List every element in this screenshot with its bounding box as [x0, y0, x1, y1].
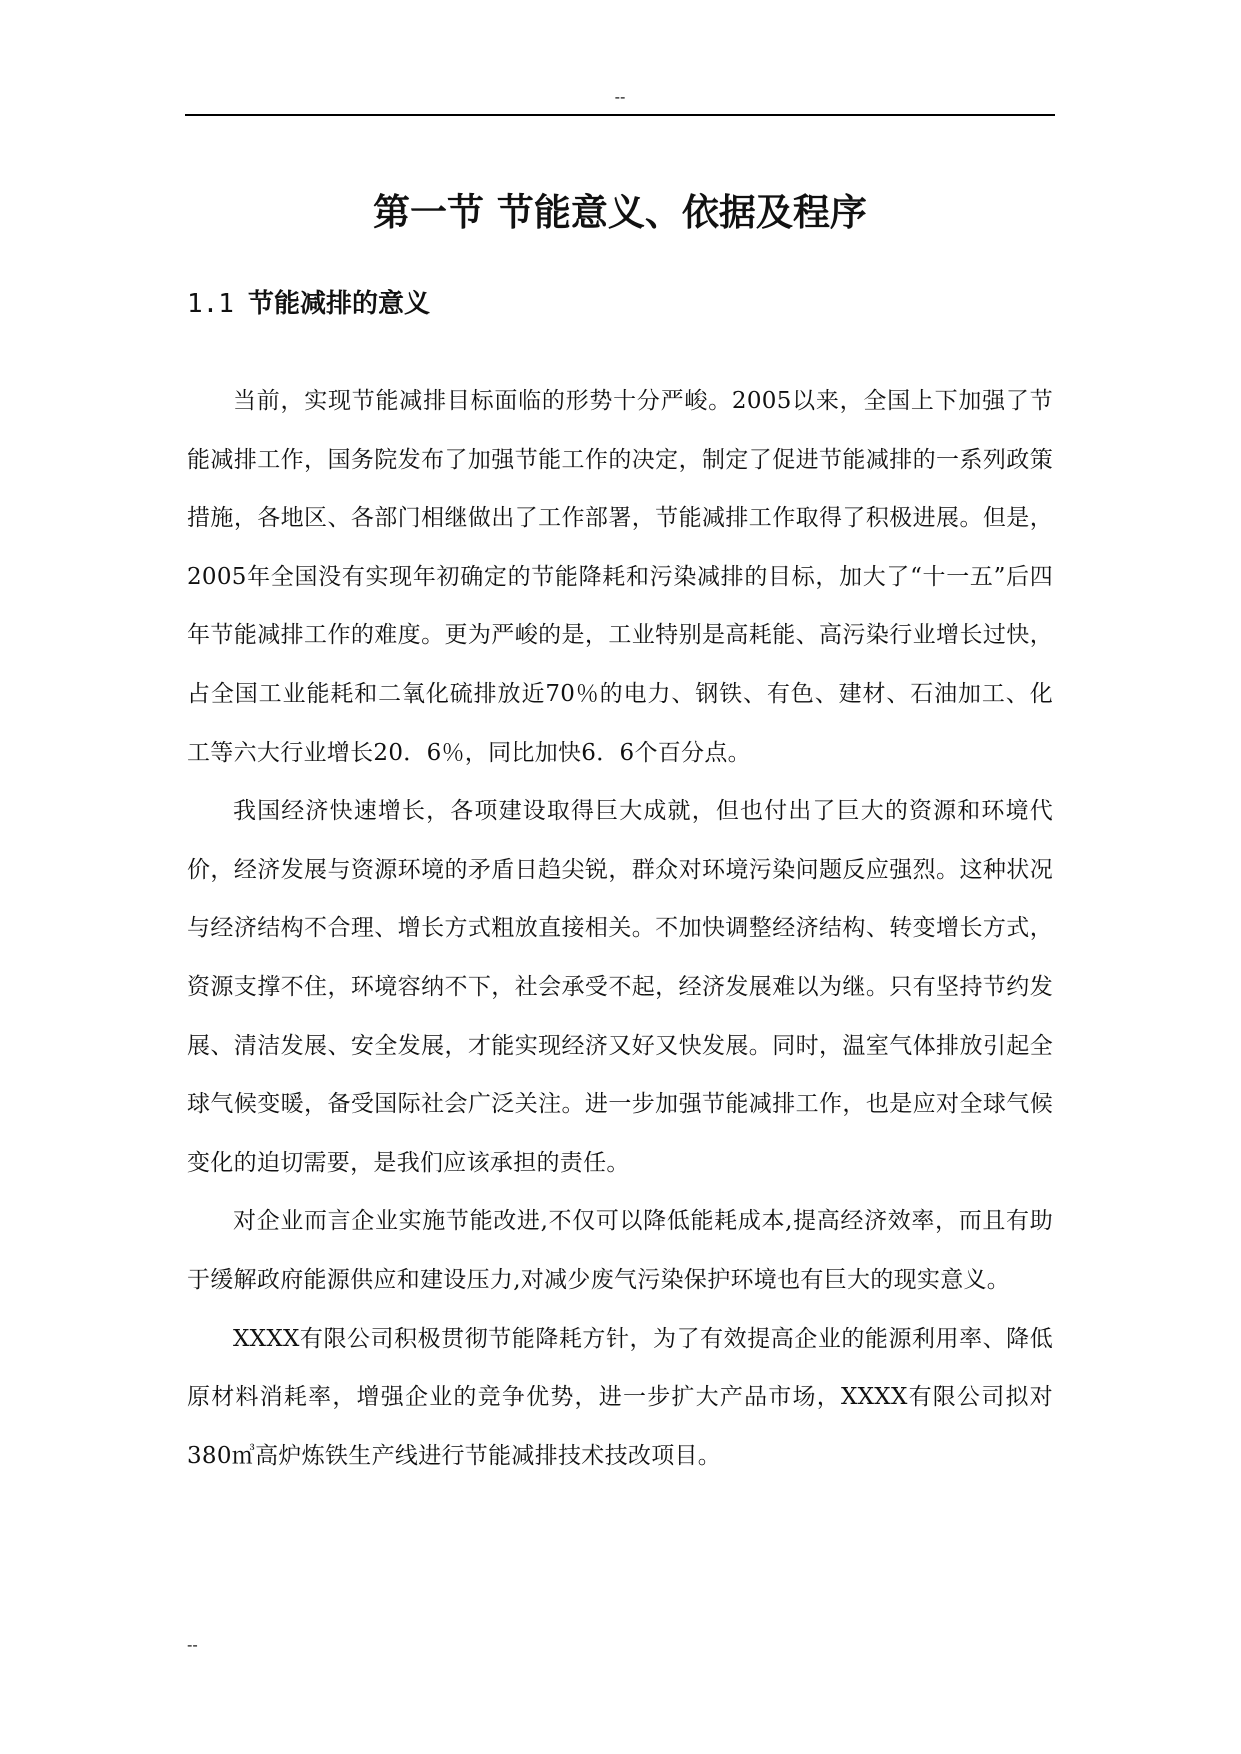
page-footer: --: [187, 1636, 198, 1654]
page-header: [185, 88, 1055, 116]
paragraph: 对企业而言企业实施节能改进,不仅可以降低能耗成本,提高经济效率，而且有助于缓解政府能源供应和建设压力,对减少废气污染保护环境也有巨大的现实意义。: [187, 1208, 1053, 1293]
document-title: 第一节 节能意义、依据及程序: [373, 191, 867, 234]
body-text: [187, 372, 1053, 1485]
paragraph: XXXX有限公司积极贯彻节能降耗方针，为了有效提高企业的能源利用率、降低原材料消耗率，增强企业的竞争优势，进一步扩大产品市场，XXXX有限公司拟对380㎥高炉炼铁生产线进行节能减排技术技改项目。: [187, 1325, 1053, 1469]
paragraph: 当前，实现节能减排目标面临的形势十分严峻。2005以来，全国上下加强了节能减排工作，国务院发布了加强节能工作的决定，制定了促进节能减排的一系列政策措施，各地区、各部门相继做出了工作部署，节能减排工作取得了积极进展。但是，2005年全国没有实现年初确定的节能降耗和污染减排的目标，加大了“十一五”后四年节能减排工作的难度。更为严峻的是，工业特别是高耗能、高污染行业增长过快，占全国工业能耗和二氧化硫排放近70％的电力、钢铁、有色、建材、石油加工、化工等六大行业增长20．6％，同比加快6．6个百分点。: [187, 388, 1053, 766]
header-text: --: [614, 88, 626, 106]
section-number: 1.1: [187, 289, 234, 319]
section-heading: [187, 286, 430, 322]
paragraph: 我国经济快速增长，各项建设取得巨大成就，但也付出了巨大的资源和环境代价，经济发展与资源环境的矛盾日趋尖锐，群众对环境污染问题反应强烈。这种状况与经济结构不合理、增长方式粗放直接相关。不加快调整经济结构、转变增长方式，资源支撑不住，环境容纳不下，社会承受不起，经济发展难以为继。只有坚持节约发展、清洁发展、安全发展，才能实现经济又好又快发展。同时，温室气体排放引起全球气候变暖，备受国际社会广泛关注。进一步加强节能减排工作，也是应对全球气候变化的迫切需要，是我们应该承担的责任。: [187, 798, 1053, 1176]
section-title: 节能减排的意义: [247, 289, 430, 319]
